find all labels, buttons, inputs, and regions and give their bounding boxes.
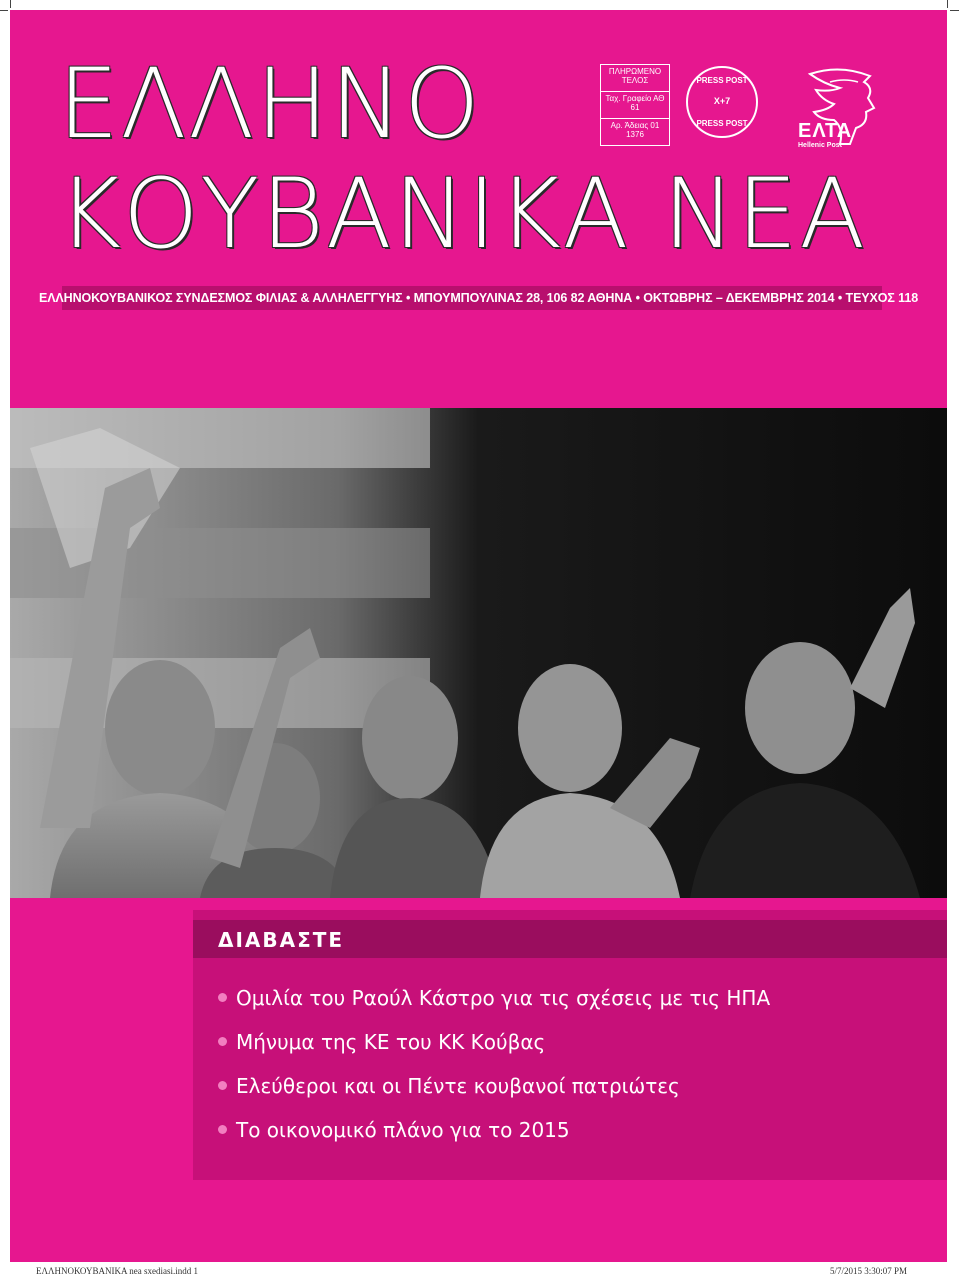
postage-line: Ταχ. Γραφείο ΑΘ 61 — [601, 92, 669, 119]
crop-mark — [950, 10, 959, 11]
contents-title: ΔΙΑΒΑΣΤΕ — [218, 928, 345, 952]
cover-photo — [10, 408, 947, 898]
contents-item — [218, 1022, 770, 1066]
contents-item — [218, 978, 770, 1022]
bullet-icon — [218, 1037, 227, 1046]
bullet-icon — [218, 993, 227, 1002]
stamp-top-text: PRESS POST — [696, 76, 748, 85]
crop-mark — [0, 10, 8, 11]
contents-list — [218, 978, 770, 1154]
contents-item-text: Ελεύθεροι και οι Πέντε κουβανοί πατριώτες — [236, 1074, 680, 1098]
bullet-icon — [218, 1125, 227, 1134]
press-post-stamp — [686, 66, 758, 138]
elta-logo-text: ΕΛΤΑ — [798, 120, 853, 142]
masthead-title-line-2: ΚΟΥΒΑΝΙΚΑ ΝΕΑ — [58, 158, 868, 270]
elta-logo — [770, 64, 880, 148]
postage-paid-box — [600, 64, 670, 146]
contents-item — [218, 1110, 770, 1154]
contents-item-text: Το οικονομικό πλάνο για το 2015 — [236, 1118, 570, 1142]
masthead-title-line-1: ΕΛΛΗΝΟ — [58, 48, 482, 160]
stamp-center-text: X+7 — [713, 96, 731, 106]
crop-mark — [10, 0, 11, 8]
bullet-icon — [218, 1081, 227, 1090]
crop-mark — [947, 0, 948, 8]
elta-logo-subtext: Hellenic Post — [798, 142, 842, 149]
postage-line: Αρ. Άδειας 01 1376 — [610, 121, 660, 139]
publisher-subline: ΕΛΛΗΝΟΚΟΥΒΑΝΙΚΟΣ ΣΥΝΔΕΣΜΟΣ ΦΙΛΙΑΣ & ΑΛΛΗΛΕΓΓΥΗΣ • ΜΠΟΥΜΠΟΥΛΙΝΑΣ 28, 106 82 ΑΘΗΝΑ • ΟΚΤΩΒΡΗΣ – ΔΕΚΕΜΒΡΗΣ 2014 • ΤΕΥΧΟΣ 118 — [38, 291, 919, 305]
contents-item — [218, 1066, 770, 1110]
footer-timestamp: 5/7/2015 3:30:07 PM — [830, 1266, 908, 1276]
stamp-bottom-text: PRESS POST — [696, 119, 748, 128]
postage-line: ΠΛΗΡΩΜΕΝΟ ΤΕΛΟΣ — [601, 65, 669, 92]
contents-item-text: Μήνυμα της ΚΕ του ΚΚ Κούβας — [236, 1030, 546, 1054]
footer-filename: ΕΛΛΗΝΟΚΟΥΒΑΝΙΚΑ nea sxediasi.indd 1 — [36, 1266, 198, 1276]
contents-item-text: Ομιλία του Ραούλ Κάστρο για τις σχέσεις με τις ΗΠΑ — [236, 986, 771, 1010]
